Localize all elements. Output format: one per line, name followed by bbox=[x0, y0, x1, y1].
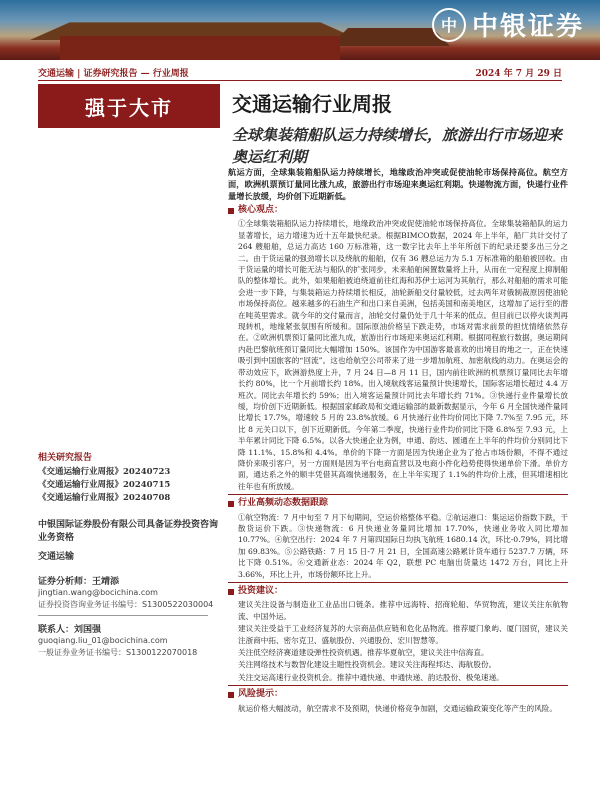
section-core bbox=[228, 205, 568, 216]
advice-item: 关注低空经济赛道建设弹性投资机遇。推荐华夏航空，建议关注中信海直。 bbox=[238, 648, 489, 658]
section-title: 核心观点： bbox=[238, 205, 284, 215]
contact-email[interactable]: guoqiang.liu_01@bocichina.com bbox=[38, 636, 168, 645]
company-qualification: 中银国际证券股份有限公司具备证券投资咨询业务资格 bbox=[38, 520, 219, 543]
contact-name: 联系人：刘国强 bbox=[38, 625, 102, 635]
department: 交通运输 bbox=[38, 552, 75, 562]
related-report-item[interactable]: 《交通运输行业周报》20240708 bbox=[38, 493, 171, 503]
advice-item: 建议关注受益于工业经济复苏的大宗商品供应链和危化品物流。推荐厦门象屿、厦门国贸，建议关注浙商中拓、密尔克卫、盛航股份、兴通股份、宏川智慧等。 bbox=[238, 624, 568, 645]
section-data bbox=[228, 498, 568, 509]
advice-item: 关注交运高速行业投资机会。推荐中通快递、申通快递、韵达股份、极兔速递。 bbox=[238, 672, 504, 682]
section-title: 风险提示： bbox=[238, 689, 284, 700]
section-marker-icon bbox=[228, 501, 234, 507]
section-marker-icon bbox=[228, 589, 234, 595]
divider bbox=[228, 494, 568, 495]
advice-item: 建议关注设备与制造业工业品出口链条。推荐中远海特、招商轮船、华贸物流，建议关注东航物流、中国外运。 bbox=[238, 600, 568, 621]
advice-item: 关注网络技术与数智化建设主题性投资机会。建议关注海程邦达、海航股份。 bbox=[238, 660, 497, 670]
company-logo bbox=[432, 6, 584, 43]
analyst-name: 证券分析师：王靖添 bbox=[38, 577, 120, 587]
report-subtitle: 全球集装箱船队运力持续增长，旅游出行市场迎来奥运红利期 bbox=[232, 126, 563, 166]
summary-paragraph: 航运方面，全球集装箱船队运力持续增长，地缘政治冲突或促使油轮市场保持高位。航空方面，欧洲机票预订量同比涨九成，旅游出行市场迎来奥运红利期。快递物流方面，快递行业件量增长放缓，均价创下近期新低。 bbox=[228, 167, 568, 201]
report-meta-bar bbox=[38, 64, 562, 80]
analyst-email[interactable]: jingtian.wang@bocichina.com bbox=[38, 588, 158, 597]
risk-paragraph: 航运价格大幅波动，航空需求不及预期，快递价格竞争加剧，交通运输政策变化等产生的风险。 bbox=[238, 703, 557, 713]
divider bbox=[38, 80, 562, 81]
section-title: 行业高频动态数据跟踪 bbox=[238, 498, 329, 509]
related-report-item[interactable]: 《交通运输行业周报》20240715 bbox=[38, 480, 171, 490]
section-marker-icon bbox=[228, 208, 234, 214]
section-risk bbox=[228, 689, 568, 700]
logo-text: 中银证券 bbox=[471, 12, 584, 42]
section-advice bbox=[228, 586, 568, 597]
core-paragraph: ①全球集装箱船队运力持续增长，地缘政治冲突或促使油轮市场保持高位。全球集装箱船队的运力显著增长，运力增速为近十五年最快纪录。根据BIMCO数据，2024 年上半年，船厂共计交付了 264 艘船舶，总运力高达 160 万标准箱，这一数字比去年上半年所创下的纪录还要多出三分之二。由于货运量的强劲增长以及绕航的船舶，仅有 36 艘总运力为 5.1 万标准箱的船舶被回收。由于货运量的增长可能无法与船队的扩张同步，未来船舶闲置数量将上升，从而在一定程度上抑制船队的整体增长。此外，如果船舶被迫绕道前往红海和苏伊士运河为其航行，那么对船舶的需求可能会进一步下降，与集装箱运力持续增长相反，油轮新船交付量较低，过去两年对俄制裁原因使油轮市场保持高位。越来越多的石油生产和出口来自美洲，包括美国和南美地区，这增加了运行至的潜在吨英里需求。就今年的交付量而言，油轮交付量仍处于几十年来的低点。但目前已以停火谈判再现转机，地缘紧张氛围有所缓和。国际原油价格呈下跌走势，市场对需求前景的担忧情绪依然存在。②欧洲机票预订量同比涨九成，旅游出行市场迎来奥运红利期。根据同程旅行数据，奥运期间内赴巴黎航班预订量同比大幅增加 150%。该国作为中国游客最喜欢的出境目的地之一，正在快速吸引到中国旅客的“回流”。这也给航空公司带来了进一步增加航班、加密航线的动力。在奥运会的带动效应下，欧洲游热度上升，7 月 24 日—8 月 11 日，国内前往欧洲的机票预订量同比去年增长约 80%，比一个月前增长约 18%。出入境航线客运量预计快速增长，国际客运增长超过 4.4 万班次。同比去年增长约 59%；出入境客运量预计同比去年增长约 71%。③快递行业件量增长放缓，均价创下近期新低。根据国家邮政局和交通运输部的最新数据显示，今年 6 月全国快递件量同比增长 17.7%，增速较 5 月的 23.8%放缓。6 月快递行业件均价同比下降 7.7%至 7.95 元，环比 8 元关口以下，创下近期新低。今年第二季度，快递行业件均价同比下降 6.8%至 7.93 元，上半年累计同比下降 6.5%。以各大快递企业为例，申通、韵达、圆通在上半年的件均价分别同比下降 11.1%、15.8%和 4.4%。单价的下降一方面是因为快递企业为了抢占市场份额，不得不通过降价来吸引客户，另一方面则是因为平台电商直营以及电商小件化趋势使得快递单价下滑。单价方面，通达系之外的顺丰凭借其高端快递服务，在上半年实现了 1.1%的件均价上涨，但其增速相比往年也有所放缓。 bbox=[238, 219, 568, 491]
logo-icon: 中 bbox=[432, 8, 466, 42]
header-banner bbox=[0, 0, 600, 60]
report-title: 交通运输行业周报 bbox=[232, 92, 392, 116]
divider bbox=[228, 582, 568, 583]
data-paragraph: ①航空物流：7 月中旬至 7 月下旬期间，空运价格整体平稳。②航运港口：集运运价指数下跌，干散货运价下跌。③快递物流：6 月快递业务量同比增加 17.70%，快递业务收入同比增加 10.77%。④航空出行：2024 年 7 月第四国际日均执飞航班 1680.14 次，环比-0.79%，同比增加 69.83%。⑤公路铁路：7 月 15 日-7 月 21 日，全国高速公路累计货车通行 5237.7 万辆，环比下降 0.51%。⑥交通新业态：2024 年 Q2，联想 PC 电脑出货量达 1472 万台，同比上升 3.66%，环比上升，市场份额环比上升。 bbox=[238, 512, 568, 579]
contact-cert: 一般证券业务证书编号：S1300122070018 bbox=[38, 648, 198, 657]
rating-badge: 强于大市 bbox=[38, 84, 220, 128]
report-category: 交通运输 | 证券研究报告 — 行业周报 bbox=[38, 69, 189, 79]
main-content bbox=[228, 166, 568, 716]
section-title: 投资建议： bbox=[238, 586, 284, 596]
analyst-cert: 证券投资咨询业务证书编号：S1300522030004 bbox=[38, 600, 214, 609]
divider bbox=[38, 615, 208, 616]
palace-wall-image bbox=[60, 36, 340, 60]
section-marker-icon bbox=[228, 692, 234, 698]
divider bbox=[228, 685, 568, 686]
sidebar bbox=[38, 450, 218, 659]
related-reports-title: 相关研究报告 bbox=[38, 453, 93, 463]
report-date: 2024 年 7 月 29 日 bbox=[475, 69, 562, 79]
related-report-item[interactable]: 《交通运输行业周报》20240723 bbox=[38, 467, 171, 477]
